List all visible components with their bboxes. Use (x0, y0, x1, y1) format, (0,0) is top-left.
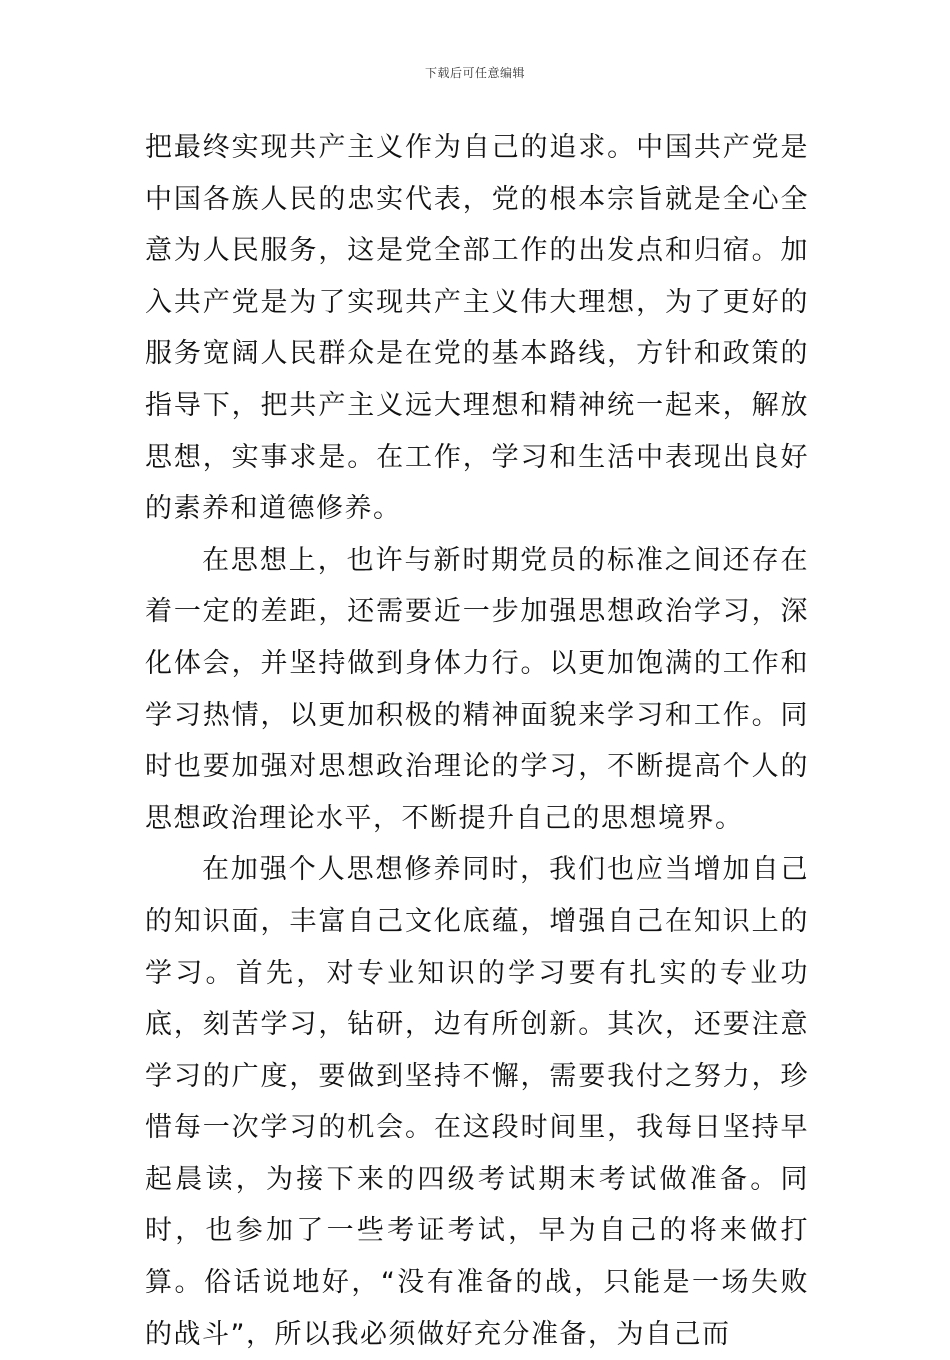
editable-download-note: 下载后可任意编辑 (424, 66, 525, 80)
paragraph-1: 把最终实现共产主义作为自己的追求。中国共产党是中国各族人民的忠实代表，党的根本宗旨就是全心全意为人民服务，这是党全部工作的出发点和归宿。加入共产党是为了实现共产主义伟大理想，为了更好的服务宽阔人民群众是在党的基本路线，方针和政策的指导下，把共产主义远大理想和精神统一起来，解放思想，实事求是。在工作，学习和生活中表现出良好的素养和道德修养。 (145, 132, 809, 525)
document-body (145, 122, 809, 1360)
paragraph-2: 在思想上，也许与新时期党员的标准之间还存在着一定的差距，还需要近一步加强思想政治学习，深化体会，并坚持做到身体力行。以更加饱满的工作和学习热情，以更加积极的精神面貌来学习和工作。同时也要加强对思想政治理论的学习，不断提高个人的思想政治理论水平，不断提升自己的思想境界。 (145, 544, 809, 834)
paragraph-3: 在加强个人思想修养同时，我们也应当增加自己的知识面，丰富自己文化底蕴，增强自己在知识上的学习。首先，对专业知识的学习要有扎实的专业功底，刻苦学习，钻研，边有所创新。其次，还要注意学习的广度，要做到坚持不懈，需要我付之努力，珍惜每一次学习的机会。在这段时间里，我每日坚持早起晨读，为接下来的四级考试期末考试做准备。同时，也参加了一些考证考试，早为自己的将来做打算。俗话说地好，“没有准备的战，只能是一场失败的战斗”，所以我必须做好充分准备，为自己而 (145, 854, 809, 1350)
